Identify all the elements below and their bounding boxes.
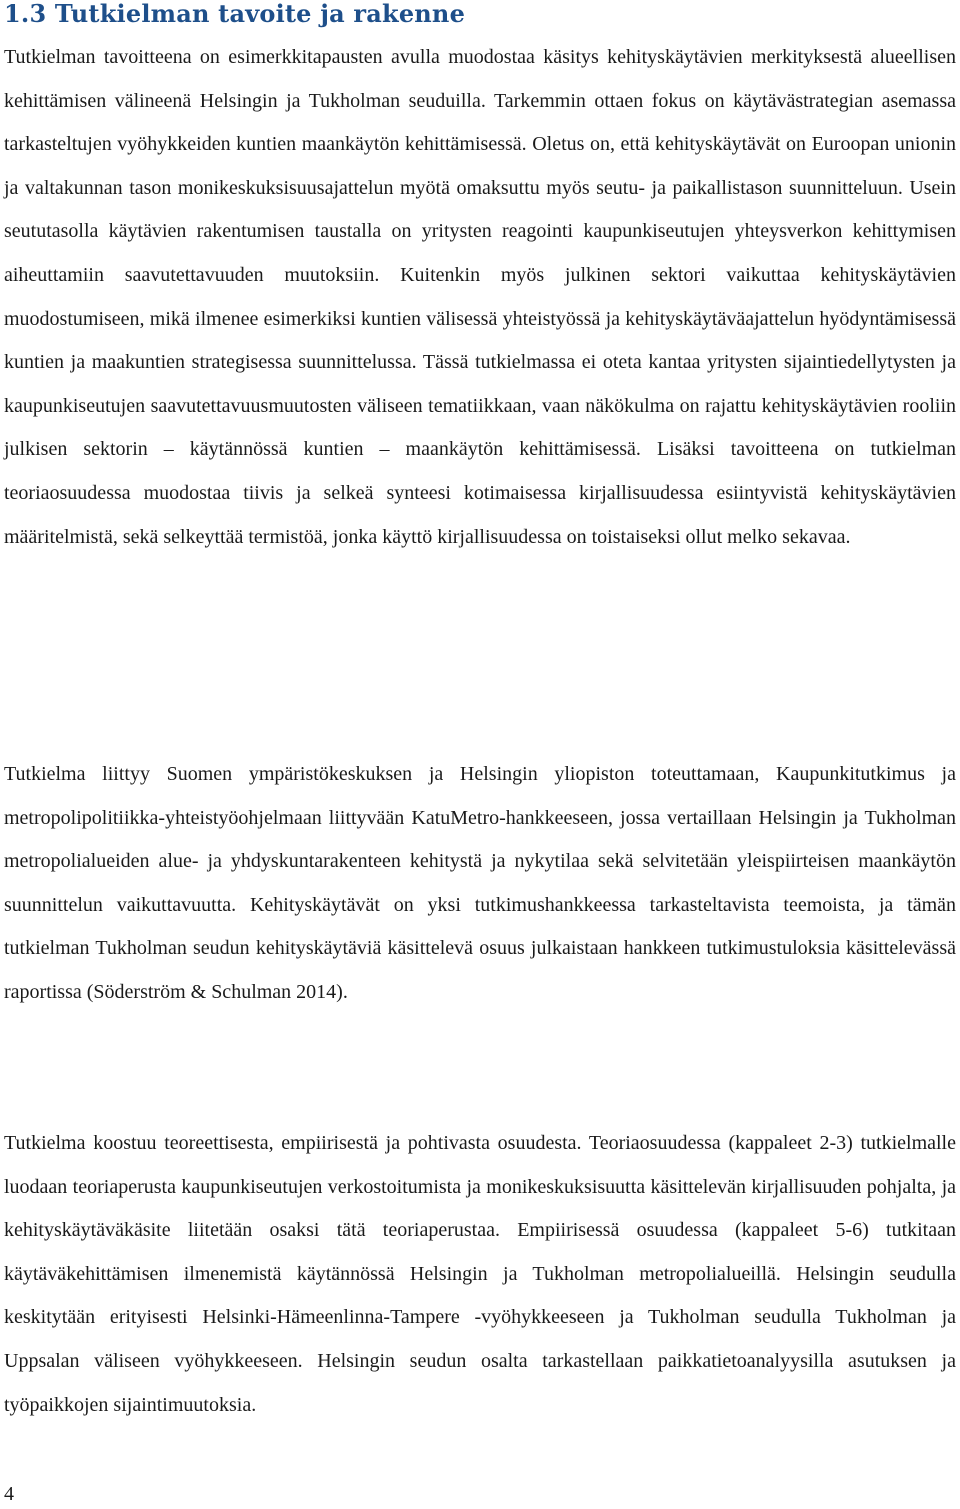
paragraph-project: Tutkielma liittyy Suomen ympäristökeskuksen ja Helsingin yliopiston toteuttamaan, Kaupunkitutkimus ja metropolipolitiikka-yhteistyöohjelmaan liittyvään KatuMetro-hankkeeseen, jossa vertaillaan Helsingin ja Tukholman metropolialueiden alue- ja yhdyskuntarakenteen kehitystä ja nykytilaa sekä selvitetään yleispiirteisen maankäytön suunnittelun vaikuttavuutta. Kehityskäytävät on yksi tutkimushankkeessa tarkasteltavista teemoista, ja tämän tutkielman Tukholman seudun kehityskäytäviä käsittelevä osuus julkaistaan hankkeen tutkimustuloksia käsittelevässä raportissa (Söderström & Schulman 2014). [4, 763, 956, 1003]
section-heading: 1.3 Tutkielman tavoite ja rakenne [4, 0, 466, 28]
paragraph-objective: Tutkielman tavoitteena on esimerkkitapausten avulla muodostaa käsitys kehityskäytävien merkityksestä alueellisen kehittämisen välineenä Helsingin ja Tukholman seuduilla. Tarkemmin ottaen fokus on käytävästrategian asemassa tarkasteltujen vyöhykkeiden kuntien maankäytön kehittämisessä. Oletus on, että kehityskäytävät on Euroopan unionin ja valtakunnan tason monikeskuksisuusajattelun myötä omaksuttu myös seutu- ja paikallistason suunnitteluun. Usein seututasolla käytävien rakentumisen taustalla on yritysten reagointi kaupunkiseutujen yhteysverkon kehittymisen aiheuttamiin saavutettavuuden muutoksiin. Kuitenkin myös julkinen sektori vaikuttaa kehityskäytävien muodostumiseen, mikä ilmenee esimerkiksi kuntien välisessä yhteistyössä ja kehityskäytäväajattelun hyödyntämisessä kuntien ja maakuntien strategisessa suunnittelussa. Tässä tutkielmassa ei oteta kantaa yritysten sijaintiedellytysten ja kaupunkiseutujen saavutettavuusmuutosten väliseen tematiikkaan, vaan näkökulma on rajattu kehityskäytävien rooliin julkisen sektorin – käytännössä kuntien – maankäytön kehittämisessä. Lisäksi tavoitteena on tutkielman teoriaosuudessa muodostaa tiivis ja selkeä synteesi kotimaisessa kirjallisuudessa esiintyvistä kehityskäytävien määritelmistä, sekä selkeyttää termistöä, jonka käyttö kirjallisuudessa on toistaiseksi ollut melko sekavaa. [4, 46, 956, 548]
page-number: 4 [4, 1483, 14, 1505]
paragraph-structure: Tutkielma koostuu teoreettisesta, empiirisestä ja pohtivasta osuudesta. Teoriaosuudessa (kappaleet 2-3) tutkielmalle luodaan teoriaperusta kaupunkiseutujen verkostoitumista ja monikeskuksisuutta käsittelevän kirjallisuuden pohjalta, ja kehityskäytäväkäsite liitetään osaksi tätä teoriaperustaa. Empiirisessä osuudessa (kappaleet 5-6) tutkitaan käytäväkehittämisen ilmenemistä käytännössä Helsingin ja Tukholman metropolialueillä. Helsingin seudulla keskitytään erityisesti Helsinki-Hämeenlinna-Tampere -vyöhykkeeseen ja Tukholman seudulla Tukholman ja Uppsalan väliseen vyöhykkeeseen. Helsingin seudun osalta tarkastellaan paikkatietoanalyysilla asutuksen ja työpaikkojen sijaintimuutoksia. [4, 1132, 956, 1416]
